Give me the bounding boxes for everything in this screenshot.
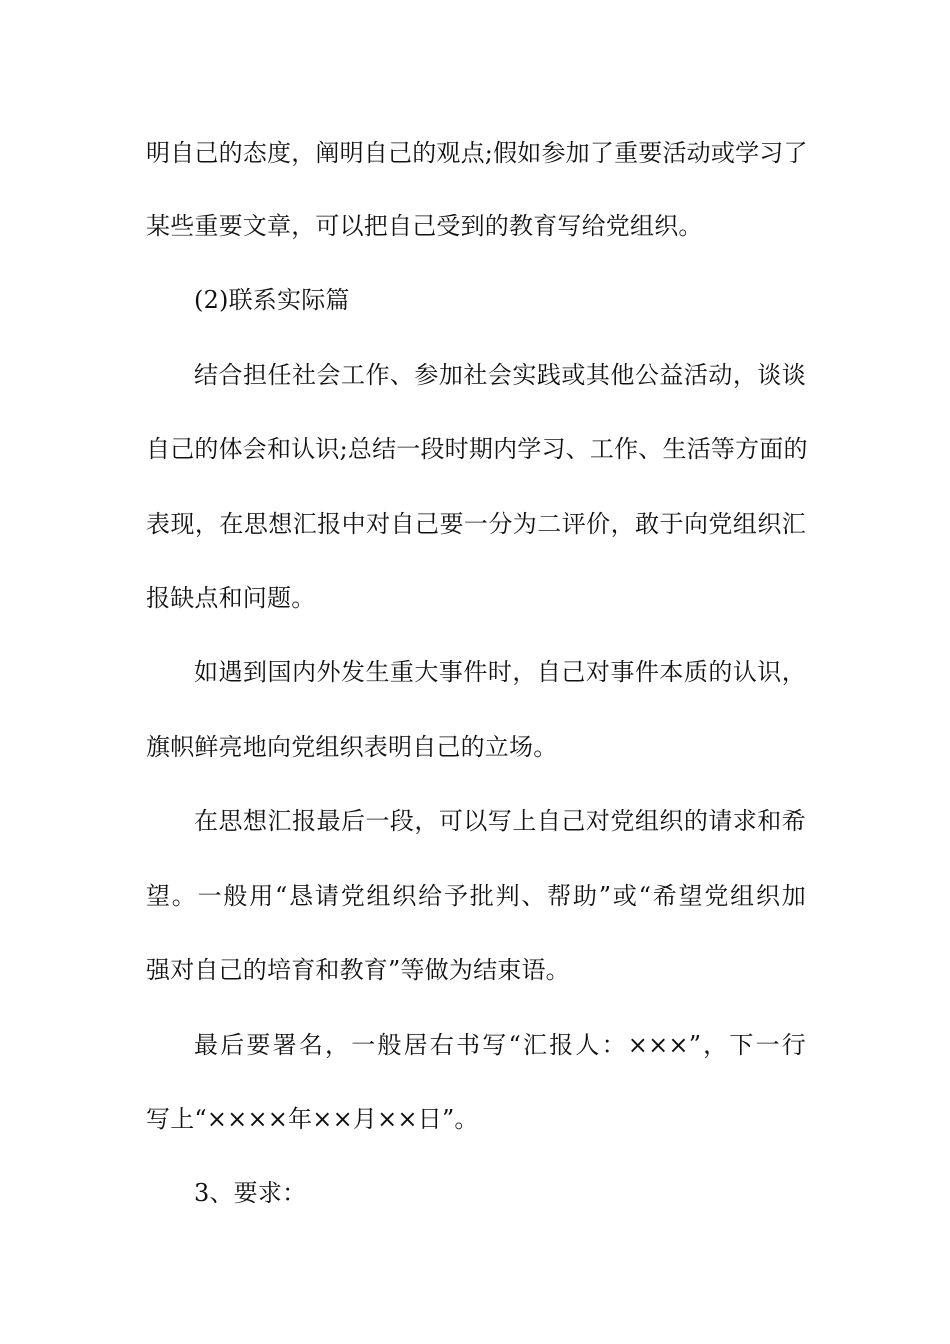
body-text-line: 如遇到国内外发生重大事件时，自己对事件本质的认识，	[194, 658, 806, 686]
section-heading: (2)联系实际篇	[194, 286, 350, 314]
body-text-line: 表现，在思想汇报中对自己要一分为二评价，敢于向党组织汇	[146, 510, 806, 538]
body-text-line: 强对自己的培育和教育”等做为结束语。	[146, 956, 570, 984]
body-text-line: 自己的体会和认识;总结一段时期内学习、工作、生活等方面的	[146, 435, 808, 463]
body-text-line: 某些重要文章，可以把自己受到的教育写给党组织。	[146, 212, 703, 240]
body-text-line: 在思想汇报最后一段，可以写上自己对党组织的请求和希	[194, 807, 806, 835]
body-text-line: 结合担任社会工作、参加社会实践或其他公益活动，谈谈	[194, 361, 806, 389]
body-text-line: 明自己的态度，阐明自己的观点;假如参加了重要活动或学习了	[146, 139, 808, 167]
section-heading: 3、要求：	[194, 1179, 307, 1207]
body-text-line: 旗帜鲜亮地向党组织表明自己的立场。	[146, 733, 558, 761]
body-text-line: 写上“××××年××月××日”。	[146, 1105, 479, 1133]
body-text-line: 最后要署名，一般居右书写“汇报人：×××”，下一行	[194, 1031, 806, 1059]
body-text-line: 望。一般用“恳请党组织给予批判、帮助”或“希望党组织加	[146, 882, 806, 910]
body-text-line: 报缺点和问题。	[146, 584, 316, 612]
